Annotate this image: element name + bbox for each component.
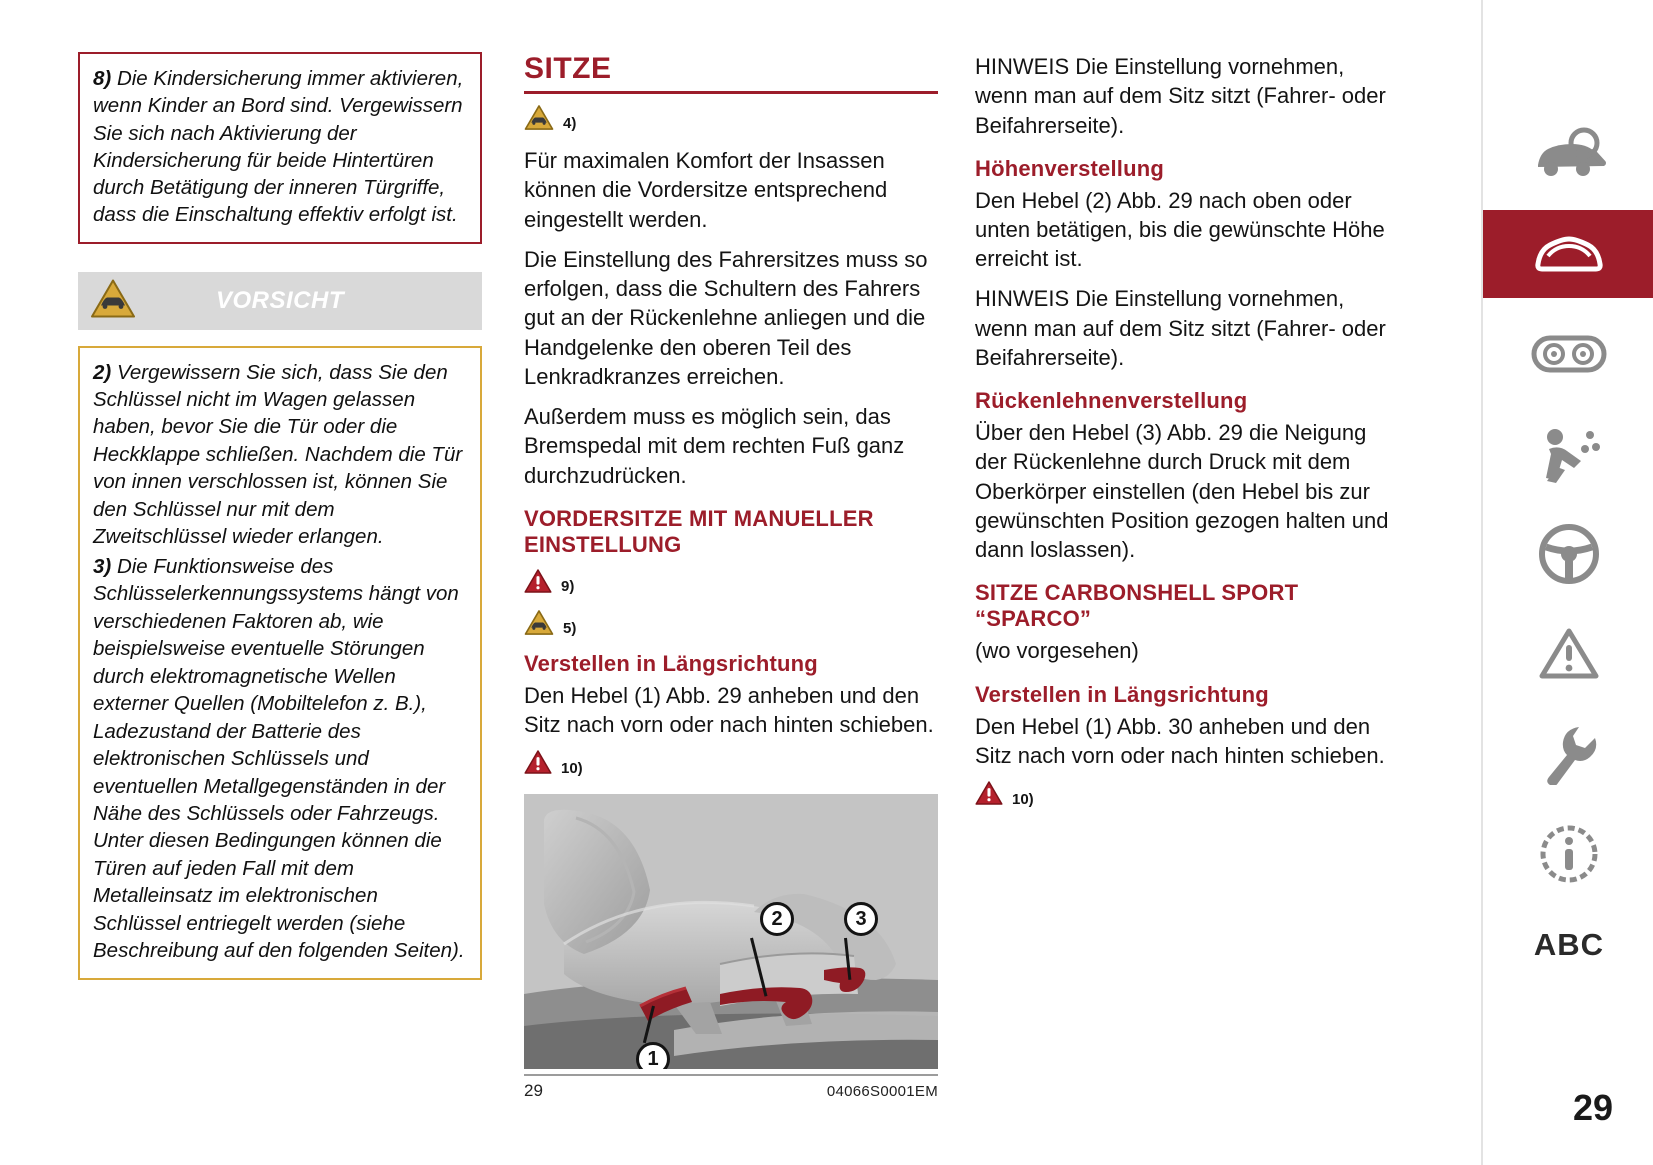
column-left — [78, 52, 482, 980]
symbol-reference — [975, 780, 1389, 811]
paragraph: Über den Hebel (3) Abb. 29 die Neigung der Rückenlehne durch Druck mit dem Oberkörper einstellen (den Hebel bis zur gewünschten Position gezogen halten und dann loslassen). — [975, 420, 1389, 563]
wrench-icon — [1541, 723, 1597, 785]
paragraph: Außerdem muss es möglich sein, das Bremspedal mit dem rechten Fuß ganz durchzudrücken. — [524, 404, 905, 488]
note-item — [93, 359, 467, 551]
rail-item-abc[interactable]: ABC — [1533, 927, 1605, 962]
steering-wheel-icon — [1538, 523, 1600, 585]
warning-text: Die Kindersicherung immer aktivieren, wenn Kinder an Bord sind. Vergewissern Sie sich nach Aktivierung der Kindersicherung für beide Hintertüren durch Betätigung der inneren Türgriffe, dass die Einschaltung effektiv erfolgt ist. — [93, 67, 464, 227]
paragraph: Den Hebel (1) Abb. 29 anheben und den Sitz nach vorn oder nach hinten schieben. — [524, 682, 934, 737]
column-right — [975, 52, 1389, 821]
symbol-ref-label: 4) — [563, 115, 577, 132]
car-warning-icon — [524, 609, 554, 641]
subheading: Rückenlehnenverstellung — [975, 388, 1248, 414]
note-marker: 3) — [93, 554, 112, 578]
warning-triangle-icon — [1538, 626, 1600, 682]
red-warning-triangle-icon — [524, 749, 552, 780]
figure — [524, 794, 938, 1101]
callout-1: 1 — [636, 1042, 670, 1069]
section-title: SITZE — [524, 52, 612, 85]
figure-image — [524, 794, 938, 1069]
section-rule — [524, 91, 938, 94]
figure-code: 04066S0001EM — [826, 1083, 938, 1101]
paragraph: Den Hebel (1) Abb. 30 anheben und den Sitz nach vorn oder nach hinten schieben. — [975, 713, 1385, 768]
car-front-icon — [1530, 230, 1608, 278]
subheading: Höhenverstellung — [975, 155, 1165, 181]
car-inspection-icon — [1532, 127, 1606, 181]
note-text: Vergewissern Sie sich, dass Sie den Schlüssel nicht im Wagen gelassen haben, bevor Sie die Tür oder die Heckklappe schließen. Nachdem die Tür von innen verschlossen ist, können Sie den Schlüssel nur mit dem Zweitschlüssel wieder erlangen. — [93, 360, 463, 549]
column-middle — [524, 52, 938, 1101]
note-marker: 2) — [93, 360, 112, 384]
paragraph: (wo vorgesehen) — [975, 638, 1139, 664]
callout-3: 3 — [844, 902, 878, 936]
paragraph: Den Hebel (2) Abb. 29 nach oben oder unten betätigen, bis die gewünschte Höhe erreicht ist. — [975, 187, 1385, 272]
info-icon — [1538, 823, 1600, 885]
warning-box — [78, 52, 482, 244]
note-paragraph: HINWEIS Die Einstellung vornehmen, wenn man auf dem Sitz sitzt (Fahrer- oder Beifahrerseite). — [975, 286, 1386, 370]
callout-2: 2 — [760, 902, 794, 936]
symbol-ref-label: 5) — [563, 619, 577, 637]
symbol-reference — [524, 609, 938, 641]
rail-item-warning[interactable] — [1483, 610, 1653, 698]
symbol-ref-label: 10) — [561, 759, 583, 777]
note-box — [78, 346, 482, 980]
note-paragraph: HINWEIS Die Einstellung vornehmen, wenn man auf dem Sitz sitzt (Fahrer- oder Beifahrerseite). — [975, 54, 1386, 138]
symbol-ref-label: 9) — [561, 578, 575, 596]
rail-item-info[interactable] — [1483, 810, 1653, 898]
rail-item-dashboard[interactable] — [1483, 310, 1653, 398]
dashboard-icon — [1531, 332, 1607, 376]
note-item — [93, 553, 467, 965]
paragraph: Für maximalen Komfort der Insassen können die Vordersitze entsprechend eingestellt werden. — [524, 148, 888, 232]
warning-marker: 8) — [93, 67, 112, 90]
car-warning-icon — [90, 277, 136, 324]
page-number: 29 — [1572, 1087, 1613, 1128]
rail-item-car-inspection[interactable] — [1483, 110, 1653, 198]
rail-item-steering-wheel[interactable] — [1483, 510, 1653, 598]
caution-label: VORSICHT — [215, 286, 344, 314]
caution-bar — [78, 272, 482, 330]
red-warning-triangle-icon — [524, 568, 552, 599]
emergency-person-icon — [1535, 425, 1603, 483]
subheading: VORDERSITZE MIT MANUELLER EINSTELLUNG — [524, 505, 874, 557]
subheading: Verstellen in Längsrichtung — [524, 650, 818, 676]
car-warning-icon — [524, 104, 554, 136]
figure-number: 29 — [524, 1081, 543, 1101]
symbol-ref-label: 10) — [1012, 790, 1034, 808]
figure-caption — [524, 1074, 938, 1101]
note-text: Die Funktionsweise des Schlüsselerkennungssystems hängt von verschiedenen Faktoren ab, wie beispielsweise eventuelle Störungen durch elektromagnetische Wellen externer Quellen (Mobiltelefon z. B.), Ladezustand der Batterie des elektronischen Schlüssels und eventuellen Metallgegenständen in der Nähe des Schlüssels oder Fahrzeugs. Unter diesen Bedingungen können die Türen auf jeden Fall mit dem Metalleinsatz im elektronischen Schlüssel entriegelt werden (siehe Beschreibung auf den folgenden Seiten). — [93, 554, 465, 963]
paragraph: Die Einstellung des Fahrersitzes muss so erfolgen, dass die Schultern des Fahrers gut an der Rückenlehne anliegen und die Handgelenke den oberen Teil des Lenkradkranzes erreichen. — [524, 246, 928, 389]
rail-item-wrench[interactable] — [1483, 710, 1653, 798]
rail-item-car-front[interactable] — [1483, 210, 1653, 298]
chapter-rail — [1481, 0, 1653, 1165]
red-warning-triangle-icon — [975, 780, 1003, 811]
subheading: SITZE CARBONSHELL SPORT “SPARCO” — [975, 580, 1299, 632]
subheading: Verstellen in Längsrichtung — [975, 681, 1269, 707]
rail-item-emergency-person[interactable] — [1483, 410, 1653, 498]
symbol-reference — [524, 749, 938, 780]
symbol-reference — [524, 104, 938, 136]
symbol-reference — [524, 568, 938, 599]
